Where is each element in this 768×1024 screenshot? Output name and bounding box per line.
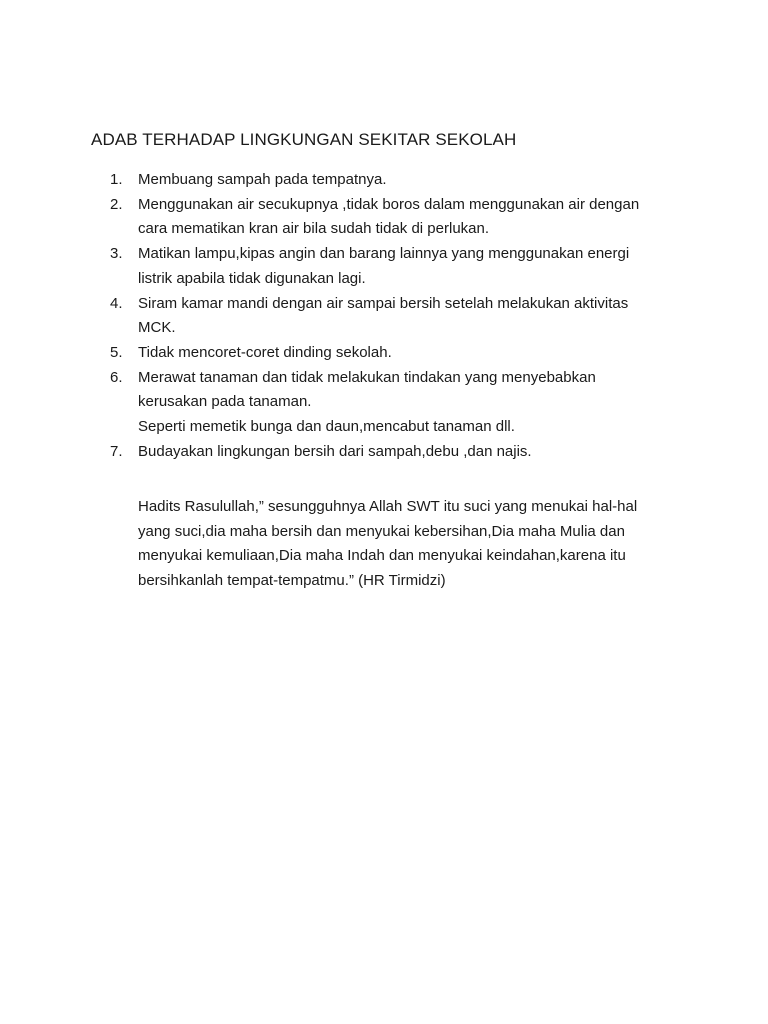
list-item-text: cara mematikan kran air bila sudah tidak di perlukan. bbox=[138, 220, 490, 238]
list-item-text: listrik apabila tidak digunakan lagi. bbox=[138, 269, 366, 287]
list-item bbox=[110, 341, 690, 366]
list-item-text: MCK. bbox=[138, 319, 176, 337]
list-item bbox=[110, 193, 690, 242]
list-item-number: 6. bbox=[110, 368, 123, 386]
list-item-text: Merawat tanaman dan tidak melakukan tindakan yang menyebabkan bbox=[138, 368, 596, 386]
list-item bbox=[110, 168, 690, 193]
hadith-quote bbox=[138, 495, 698, 594]
list-item-number: 2. bbox=[110, 195, 123, 213]
list-item-text: Siram kamar mandi dengan air sampai bersih setelah melakukan aktivitas bbox=[138, 294, 629, 312]
list-item-number: 1. bbox=[110, 171, 123, 188]
list-item-text: Matikan lampu,kipas angin dan barang lainnya yang menggunakan energi bbox=[138, 245, 630, 263]
list-item-text: Tidak mencoret-coret dinding sekolah. bbox=[138, 343, 392, 361]
list-item-number: 4. bbox=[110, 294, 123, 312]
list-item-text: Seperti memetik bunga dan daun,mencabut tanaman dll. bbox=[138, 418, 515, 436]
list-item bbox=[110, 440, 690, 465]
list-item-text: kerusakan pada tanaman. bbox=[138, 393, 312, 411]
list-item-number: 7. bbox=[110, 442, 123, 460]
list-item-number: 5. bbox=[110, 343, 123, 361]
list-item bbox=[110, 366, 690, 440]
hadith-line: Hadits Rasulullah,” sesungguhnya Allah SWT itu suci yang menukai hal-hal bbox=[138, 498, 638, 515]
list-item-text: Membuang sampah pada tempatnya. bbox=[138, 171, 387, 188]
list-item-text: Menggunakan air secukupnya ,tidak boros dalam menggunakan air dengan bbox=[138, 195, 640, 213]
hadith-line: yang suci,dia maha bersih dan menyukai kebersihan,Dia maha Mulia dan bbox=[138, 522, 625, 540]
document-title: ADAB TERHADAP LINGKUNGAN SEKITAR SEKOLAH bbox=[91, 130, 517, 149]
list-item bbox=[110, 292, 690, 341]
etiquette-list bbox=[110, 168, 690, 464]
list-item-number: 3. bbox=[110, 245, 123, 263]
list-item-text: Budayakan lingkungan bersih dari sampah,debu ,dan najis. bbox=[138, 442, 532, 460]
hadith-line: bersihkanlah tempat-tempatmu.” (HR Tirmidzi) bbox=[138, 572, 446, 590]
list-item bbox=[110, 242, 690, 291]
hadith-line: menyukai kemuliaan,Dia maha Indah dan menyukai keindahan,karena itu bbox=[138, 547, 626, 565]
